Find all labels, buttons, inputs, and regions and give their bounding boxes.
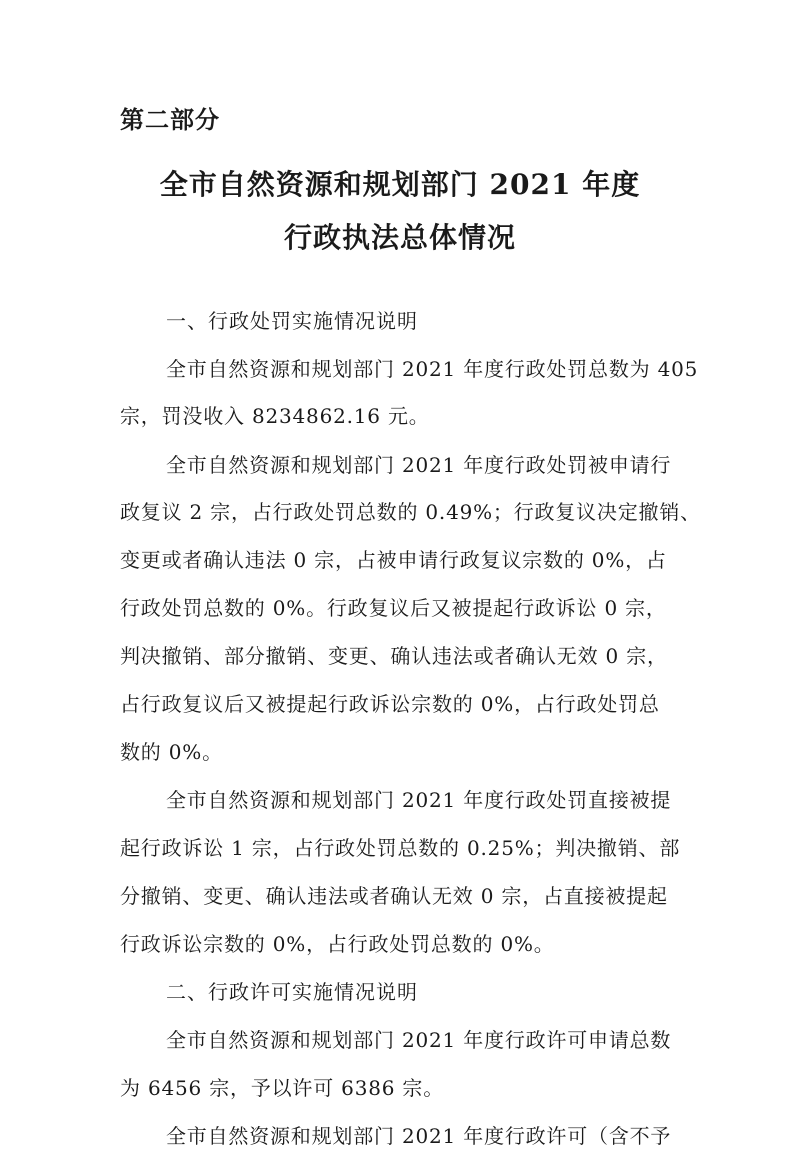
paragraph-line: 全市自然资源和规划部门 2021 年度行政处罚总数为 405: [166, 357, 699, 381]
section-heading-penalty: 一、行政处罚实施情况说明: [166, 309, 418, 333]
paragraph-line: 全市自然资源和规划部门 2021 年度行政处罚直接被提: [166, 788, 672, 812]
paragraph-line: 占行政复议后又被提起行政诉讼宗数的 0%，占行政处罚总: [120, 692, 660, 716]
paragraph-line: 全市自然资源和规划部门 2021 年度行政许可申请总数: [166, 1028, 672, 1052]
section-heading-license: 二、行政许可实施情况说明: [166, 980, 418, 1004]
paragraph-line: 变更或者确认违法 0 宗，占被申请行政复议宗数的 0%，占: [120, 548, 667, 572]
paragraph-line: 行政处罚总数的 0%。行政复议后又被提起行政诉讼 0 宗，: [120, 596, 667, 620]
paragraph-line: 分撤销、变更、确认违法或者确认无效 0 宗，占直接被提起: [120, 884, 668, 908]
paragraph-line: 全市自然资源和规划部门 2021 年度行政处罚被申请行: [166, 453, 672, 477]
paragraph-line: 宗，罚没收入 8234862.16 元。: [120, 404, 430, 428]
page-title-line-1: 全市自然资源和规划部门 2021 年度: [159, 168, 641, 201]
paragraph-line: 数的 0%。: [120, 740, 223, 764]
paragraph-line: 全市自然资源和规划部门 2021 年度行政许可（含不予: [166, 1124, 672, 1148]
paragraph-line: 判决撤销、部分撤销、变更、确认违法或者确认无效 0 宗，: [120, 644, 668, 668]
part-label: 第二部分: [120, 105, 220, 134]
paragraph-line: 行政诉讼宗数的 0%，占行政处罚总数的 0%。: [120, 932, 555, 956]
paragraph-line: 起行政诉讼 1 宗，占行政处罚总数的 0.25%；判决撤销、部: [120, 836, 681, 860]
paragraph-line: 政复议 2 宗，占行政处罚总数的 0.49%；行政复议决定撤销、: [120, 500, 701, 524]
paragraph-line: 为 6456 宗，予以许可 6386 宗。: [120, 1076, 445, 1100]
page-title-line-2: 行政执法总体情况: [283, 221, 516, 254]
